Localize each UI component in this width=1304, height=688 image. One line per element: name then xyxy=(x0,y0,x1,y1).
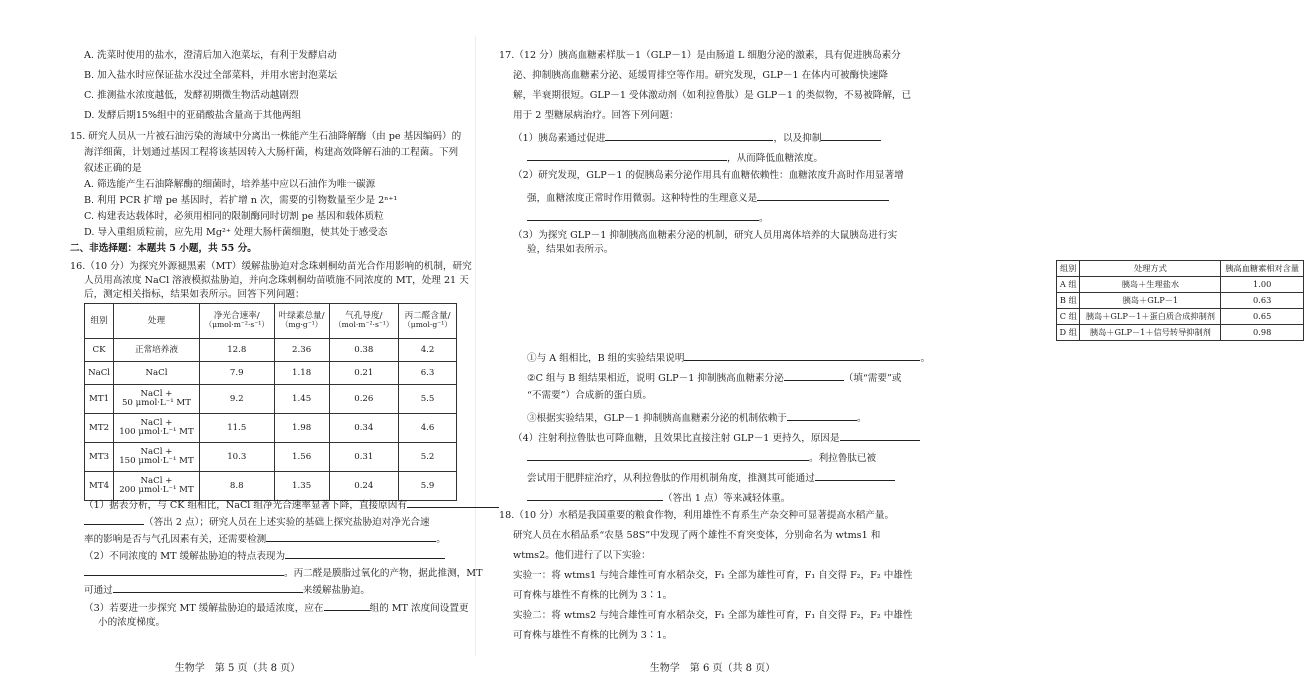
q15-stem-1: 15. 研究人员从一片被石油污染的海域中分离出一株能产生石油降解酶（由 pe 基因编码）的 xyxy=(70,131,462,142)
table-row: MT1 NaCl + 50 μmol·L⁻¹ MT 9.2 1.45 0.26 5.5 xyxy=(85,385,457,414)
table-row: CK 正常培养液 12.8 2.36 0.38 4.2 xyxy=(85,339,457,362)
table-row: D 组 胰岛＋GLP－1＋信号转导抑制剂 0.98 xyxy=(1057,325,1304,341)
q16-2-line1: （2）不同浓度的 MT 缓解盐胁迫的特点表现为 xyxy=(84,549,445,562)
q16-2-line3: 可通过 来缓解盐胁迫。 xyxy=(84,585,370,596)
q17-2-line3: 。 xyxy=(527,211,769,224)
q16-2-line2: 。丙二醛是膜脂过氧化的产物，据此推测，MT xyxy=(84,566,483,579)
section-heading: 二、非选择题：本题共 5 小题，共 55 分。 xyxy=(70,243,257,254)
table-row: C 组 胰岛＋GLP－1＋蛋白质合成抑制剂 0.65 xyxy=(1057,309,1304,325)
q17-4-line1: （4）注射利拉鲁肽也可降血糖，且效果比直接注射 GLP－1 更持久，原因是 xyxy=(513,431,920,444)
q17-stem-4: 用于 2 型糖尿病治疗。回答下列问题： xyxy=(513,110,679,121)
col-group: 组别 xyxy=(85,304,114,339)
q16-3-line1: （3）若要进一步探究 MT 缓解盐胁迫的最适浓度，应在 组的 MT 浓度间设置更 xyxy=(84,603,469,614)
q17-3-item2-cont: “不需要”）合成新的蛋白质。 xyxy=(527,390,652,401)
q15-stem-2: 海洋细菌，计划通过基因工程将该基因转入大肠杆菌，构建高效降解石油的工程菌。下列 xyxy=(84,147,459,158)
q15-option-d: D. 导入重组质粒前，应先用 Mg²⁺ 处理大肠杆菌细胞，使其处于感受态 xyxy=(84,227,388,238)
q15-option-c: C. 构建表达载体时，必须用相同的限制酶同时切割 pe 基因和载体质粒 xyxy=(84,211,384,222)
q17-2-line1: （2）研究发现，GLP－1 的促胰岛素分泌作用具有血糖依赖性：血糖浓度升高时作用显著增 xyxy=(513,170,904,181)
q18-exp1-line1: 实验一：将 wtms1 与纯合雄性可育水稻杂交，F₁ 全部为雄性可育，F₁ 自交得 F₂，F₂ 中雄性 xyxy=(513,570,913,581)
col-method: 处理方式 xyxy=(1080,261,1221,277)
q16-stem-2: 人员用高浓度 NaCl 溶液模拟盐胁迫，并向念珠剌桐幼苗喷施不同浓度的 MT，处理 21 天 xyxy=(84,275,469,286)
table-row: NaCl NaCl 7.9 1.18 0.21 6.3 xyxy=(85,362,457,385)
col-glucagon: 胰高血糖素相对含量 xyxy=(1221,261,1304,277)
q15-option-b: B. 利用 PCR 扩增 pe 基因时，若扩增 n 次，需要的引物数量至少是 2ⁿ⁺¹ xyxy=(84,195,398,206)
page-footer-5: 生物学 第 5 页（共 8 页） xyxy=(174,663,301,674)
q18-exp2-line2: 可育株与雄性不育株的比例为 3∶1。 xyxy=(513,630,673,641)
col-mda: 丙二醛含量/ （μmol·g⁻¹） xyxy=(399,304,457,339)
q16-1-line1: （1）据表分析，与 CK 组相比，NaCl 组净光合速率显著下降，直接原因有 xyxy=(84,498,499,511)
q17-4-line3: 尝试用于肥胖症治疗，从利拉鲁肽的作用机制角度，推测其可能通过 xyxy=(527,471,895,484)
q17-3-item1: ①与 A 组相比，B 组的实验结果说明 。 xyxy=(527,353,931,364)
page-footer-6: 生物学 第 6 页（共 8 页） xyxy=(649,663,776,674)
q16-stem-3: 后，测定相关指标，结果如表所示。回答下列问题： xyxy=(84,289,305,300)
table-row: A 组 胰岛＋生理盐水 1.00 xyxy=(1057,277,1304,293)
q18-exp2-line1: 实验二：将 wtms2 与纯合雄性可育水稻杂交，F₁ 全部为雄性可育，F₁ 自交得 F₂，F₂ 中雄性 xyxy=(513,610,913,621)
page-6 xyxy=(475,0,1300,688)
q18-stem-1: 18.（10 分）水稻是我国重要的粮食作物，利用雄性不育系生产杂交种可显著提高水稻产量。 xyxy=(499,510,895,521)
table-row: MT3 NaCl + 150 μmol·L⁻¹ MT 10.3 1.56 0.31 5.2 xyxy=(85,443,457,472)
table-row: MT2 NaCl + 100 μmol·L⁻¹ MT 11.5 1.98 0.34 4.6 xyxy=(85,414,457,443)
q14-option-d: D. 发酵后期15%组中的亚硝酸盐含量高于其他两组 xyxy=(84,110,302,121)
q16-1-line3: 率的影响是否与气孔因素有关，还需要检测 。 xyxy=(84,534,446,545)
q17-3-line1: （3）为探究 GLP－1 抑制胰高血糖素分泌的机制，研究人员用离体培养的大鼠胰岛进行实 xyxy=(513,230,898,241)
results-table-mt xyxy=(84,303,457,501)
q18-exp1-line2: 可育株与雄性不育株的比例为 3∶1。 xyxy=(513,590,673,601)
q14-option-c: C. 推测盐水浓度越低，发酵初期微生物活动越剧烈 xyxy=(84,90,299,101)
q14-option-b: B. 加入盐水时应保证盐水没过全部菜料，并用水密封泡菜坛 xyxy=(84,70,337,81)
q16-1-line2: （答出 2 点）；研究人员在上述实验的基础上探究盐胁迫对净光合速 xyxy=(84,515,430,528)
q15-option-a: A. 筛选能产生石油降解酶的细菌时，培养基中应以石油作为唯一碳源 xyxy=(84,179,376,190)
results-table-glp1 xyxy=(1056,260,1304,341)
q18-stem-2: 研究人员在水稻品系“农垦 58S”中发现了两个雄性不育突变体，分别命名为 wtms1 和 xyxy=(513,530,881,541)
col-chlorophyll: 叶绿素总量/ （mg·g⁻¹） xyxy=(274,304,329,339)
q17-4-line4: （答出 1 点）等来减轻体重。 xyxy=(527,491,790,504)
q18-stem-3: wtms2。他们进行了以下实验： xyxy=(513,550,651,561)
q17-stem-2: 泌、抑制胰高血糖素分泌、延缓胃排空等作用。研究发现，GLP－1 在体内可被酶快速降 xyxy=(513,70,889,81)
table-row: MT4 NaCl + 200 μmol·L⁻¹ MT 8.8 1.35 0.24 5.9 xyxy=(85,472,457,501)
q17-4-line2: 。利拉鲁肽已被 xyxy=(527,451,876,464)
table-row: B 组 胰岛＋GLP－1 0.63 xyxy=(1057,293,1304,309)
page-5 xyxy=(0,0,483,688)
q17-3-item2: ②C 组与 B 组结果相近，说明 GLP－1 抑制胰高血糖素分泌 （填“需要”或 xyxy=(527,373,902,384)
q17-3-line2: 验，结果如表所示。 xyxy=(527,244,614,255)
q17-2-line2: 强，血糖浓度正常时作用微弱。这种特性的生理意义是 xyxy=(527,191,889,204)
q17-1-line2: ，从而降低血糖浓度。 xyxy=(527,151,823,164)
col-stomatal: 气孔导度/ （mol·m⁻²·s⁻¹） xyxy=(329,304,399,339)
q15-stem-3: 叙述正确的是 xyxy=(84,163,142,174)
col-group: 组别 xyxy=(1057,261,1080,277)
col-photosynthesis: 净光合速率/ （μmol·m⁻²·s⁻¹） xyxy=(199,304,274,339)
q17-stem-1: 17.（12 分）胰高血糖素样肽－1（GLP－1）是由肠道 L 细胞分泌的激素，具有促进胰岛素分 xyxy=(499,50,901,61)
q17-stem-3: 解，半衰期很短。GLP－1 受体激动剂（如利拉鲁肽）是 GLP－1 的类似物，不易被降解，已 xyxy=(513,90,912,101)
col-treatment: 处理 xyxy=(114,304,200,339)
q17-1-line1: （1）胰岛素通过促进 ，以及抑制 xyxy=(513,131,881,144)
q14-option-a: A. 洗菜时使用的盐水，澄清后加入泡菜坛，有利于发酵启动 xyxy=(84,50,337,61)
q17-3-item3: ③根据实验结果，GLP－1 抑制胰高血糖素分泌的机制依赖于 。 xyxy=(527,413,867,424)
q16-stem-1: 16.（10 分）为探究外源褪黑素（MT）缓解盐胁迫对念珠剌桐幼苗光合作用影响的机制，研究 xyxy=(70,261,472,272)
q16-3-line2: 小的浓度梯度。 xyxy=(98,617,166,628)
